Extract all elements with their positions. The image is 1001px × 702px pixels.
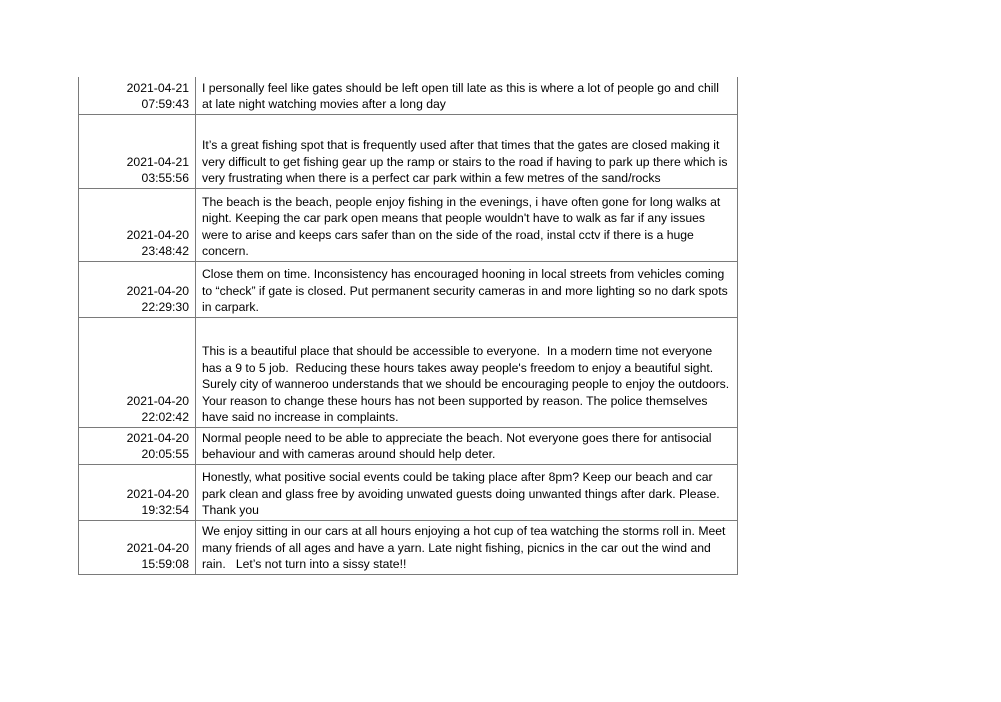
- timestamp-date: 2021-04-20: [126, 227, 189, 242]
- timestamp-cell: [79, 520, 196, 574]
- timestamp-date: 2021-04-21: [126, 80, 189, 95]
- comments-table: [78, 77, 738, 575]
- timestamp-cell: [79, 317, 196, 427]
- timestamp-date: 2021-04-20: [126, 486, 189, 501]
- comment-cell: Close them on time. Inconsistency has encouraged hooning in local streets from vehicles coming to “check” if gate is closed. Put permanent security cameras in and more lighting so no dark spots in carpark.: [196, 261, 738, 317]
- comment-cell: This is a beautiful place that should be accessible to everyone. In a modern time not everyone has a 9 to 5 job. Reducing these hours takes away people's freedom to enjoy a beautiful sight. Surely city of wanneroo understands that we should be encouraging people to enjoy the outdoors. Your reason to change these hours has not been supported by reason. The police themselves have said no increase in complaints.: [196, 317, 738, 427]
- table-row: [79, 114, 738, 188]
- timestamp-date: 2021-04-21: [126, 154, 189, 169]
- timestamp-cell: [79, 261, 196, 317]
- table-row: [79, 77, 738, 114]
- comment-cell: Honestly, what positive social events could be taking place after 8pm? Keep our beach and car park clean and glass free by avoiding unwated guests doing unwanted things after dark. Please. Thank you: [196, 464, 738, 520]
- comments-sheet: [78, 77, 738, 575]
- timestamp-cell: [79, 188, 196, 261]
- timestamp-time: 07:59:43: [141, 97, 189, 112]
- timestamp-time: 22:29:30: [141, 300, 189, 315]
- timestamp-time: 20:05:55: [141, 447, 189, 462]
- timestamp-time: 15:59:08: [141, 557, 189, 572]
- table-row: [79, 188, 738, 261]
- timestamp-time: 22:02:42: [141, 410, 189, 425]
- timestamp-cell: [79, 114, 196, 188]
- timestamp-date: 2021-04-20: [126, 283, 189, 298]
- timestamp-cell: [79, 427, 196, 464]
- timestamp-cell: [79, 464, 196, 520]
- table-row: [79, 464, 738, 520]
- comment-cell: Normal people need to be able to appreciate the beach. Not everyone goes there for antisocial behaviour and with cameras around should help deter.: [196, 427, 738, 464]
- table-row: [79, 427, 738, 464]
- comment-cell: We enjoy sitting in our cars at all hours enjoying a hot cup of tea watching the storms roll in. Meet many friends of all ages and have a yarn. Late night fishing, picnics in the car out the wind and rain. Let’s not turn into a sissy state!!: [196, 520, 738, 574]
- timestamp-time: 23:48:42: [141, 244, 189, 259]
- timestamp-date: 2021-04-20: [126, 540, 189, 555]
- table-row: [79, 261, 738, 317]
- timestamp-time: 19:32:54: [141, 503, 189, 518]
- timestamp-time: 03:55:56: [141, 171, 189, 186]
- comment-cell: The beach is the beach, people enjoy fishing in the evenings, i have often gone for long walks at night. Keeping the car park open means that people wouldn't have to walk as far if any issues were to arise and keeps cars safer than on the side of the road, instal cctv if there is a huge concern.: [196, 188, 738, 261]
- comment-cell: I personally feel like gates should be left open till late as this is where a lot of people go and chill at late night watching movies after a long day: [196, 77, 738, 114]
- comment-cell: It’s a great fishing spot that is frequently used after that times that the gates are closed making it very difficult to get fishing gear up the ramp or stairs to the road if having to park up there which is very frustrating when there is a perfect car park within a few metres of the sand/rocks: [196, 114, 738, 188]
- timestamp-date: 2021-04-20: [126, 393, 189, 408]
- timestamp-cell: [79, 77, 196, 114]
- table-row: [79, 317, 738, 427]
- table-row: [79, 520, 738, 574]
- timestamp-date: 2021-04-20: [126, 430, 189, 445]
